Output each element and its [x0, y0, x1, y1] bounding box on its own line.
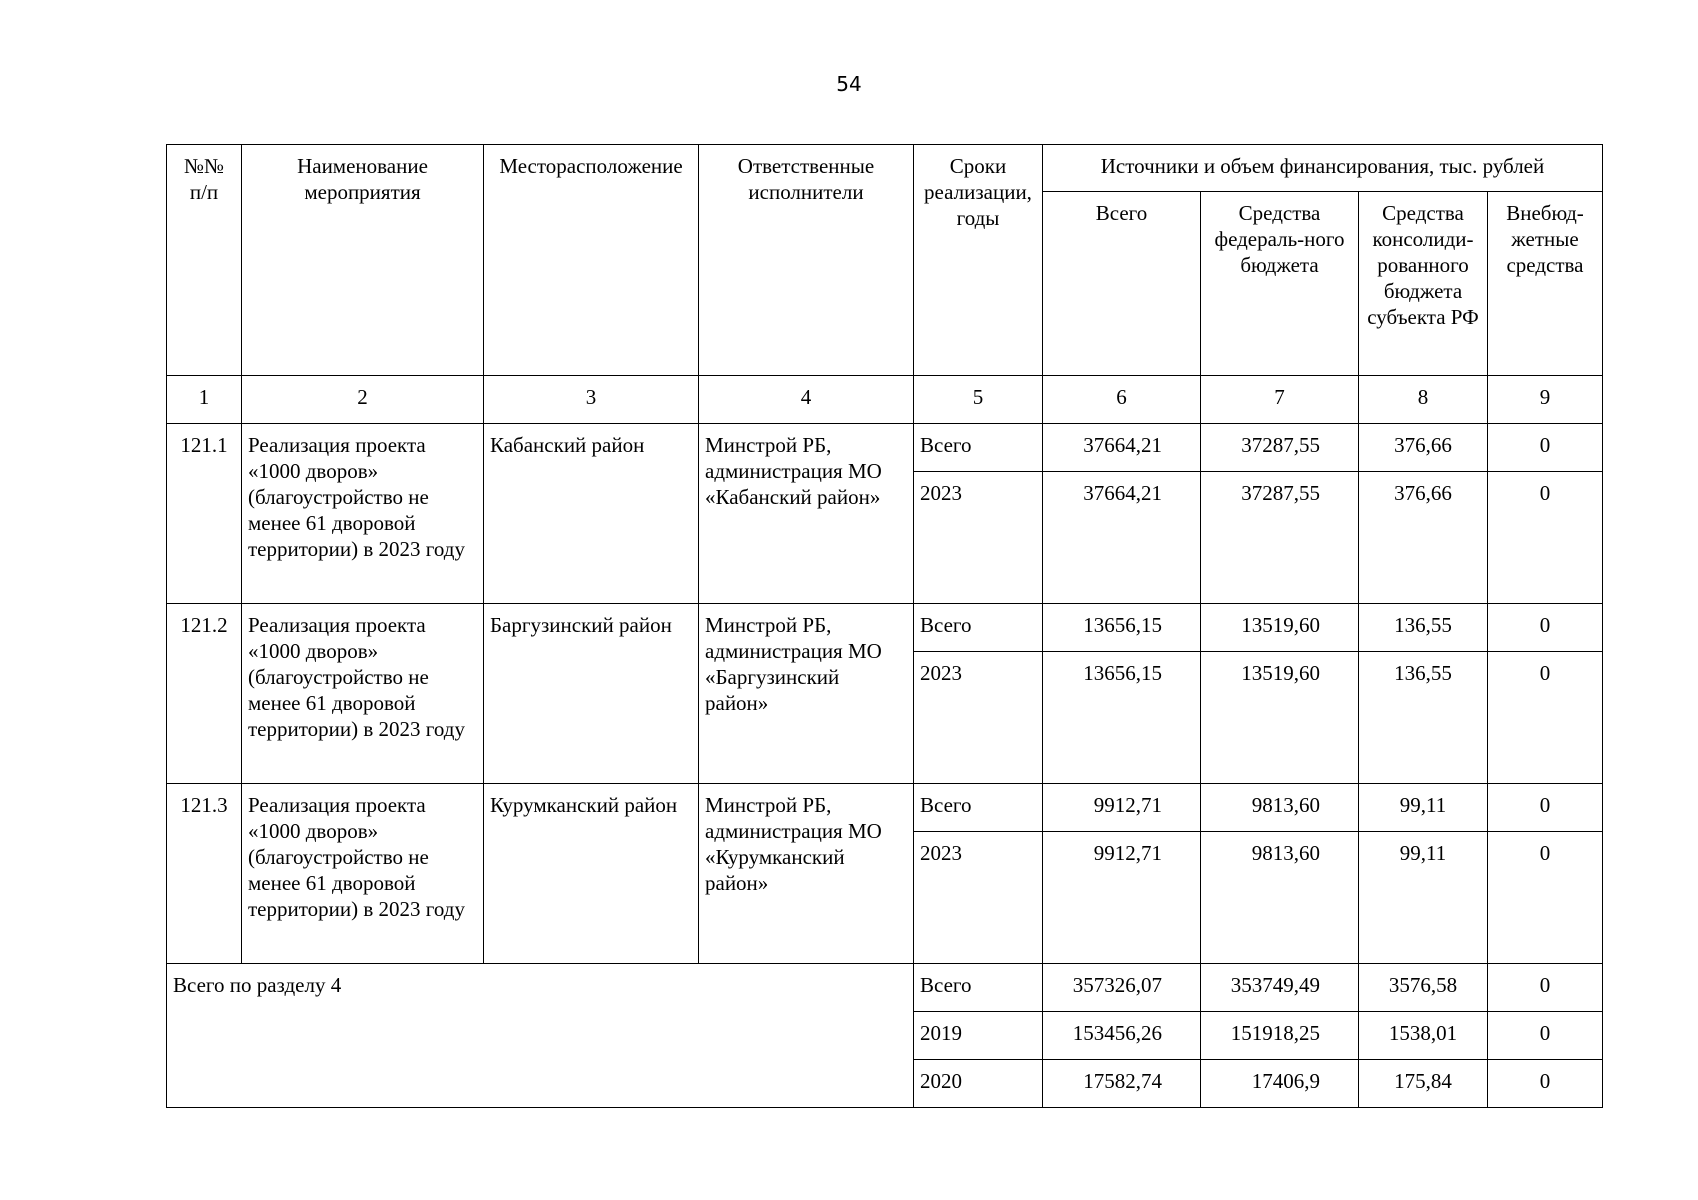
- row-regional: 99,11: [1359, 784, 1488, 832]
- row-federal: 37287,55: [1201, 424, 1359, 472]
- row-executors: Минстрой РБ, администрация МО «Баргузинский район»: [699, 604, 914, 784]
- row-federal: 37287,55: [1201, 472, 1359, 604]
- total-regional: 1538,01: [1359, 1012, 1488, 1060]
- column-number: 7: [1201, 376, 1359, 424]
- column-number: 8: [1359, 376, 1488, 424]
- row-total: 9912,71: [1043, 832, 1201, 964]
- row-total: 37664,21: [1043, 424, 1201, 472]
- total-regional: 175,84: [1359, 1060, 1488, 1108]
- total-term: 2020: [914, 1060, 1043, 1108]
- column-number: 4: [699, 376, 914, 424]
- header-regional: Средства консолиди-рованного бюджета субъекта РФ: [1359, 192, 1488, 376]
- header-terms: Сроки реализации, годы: [914, 145, 1043, 376]
- row-total: 9912,71: [1043, 784, 1201, 832]
- row-regional: 136,55: [1359, 652, 1488, 784]
- row-term: Всего: [914, 604, 1043, 652]
- total-extra: 0: [1488, 964, 1603, 1012]
- row-term: Всего: [914, 784, 1043, 832]
- total-extra: 0: [1488, 1060, 1603, 1108]
- row-location: Баргузинский район: [484, 604, 699, 784]
- row-executors: Минстрой РБ, администрация МО «Кабанский район»: [699, 424, 914, 604]
- row-location: Курумканский район: [484, 784, 699, 964]
- row-extra: 0: [1488, 784, 1603, 832]
- total-federal: 17406,9: [1201, 1060, 1359, 1108]
- row-name: Реализация проекта «1000 дворов» (благоустройство не менее 61 дворовой территории) в 2023 году: [242, 604, 484, 784]
- table-row: [167, 784, 1603, 832]
- row-federal: 13519,60: [1201, 652, 1359, 784]
- row-total: 13656,15: [1043, 652, 1201, 784]
- row-location: Кабанский район: [484, 424, 699, 604]
- total-regional: 3576,58: [1359, 964, 1488, 1012]
- header-total: Всего: [1043, 192, 1201, 376]
- row-num: 121.3: [167, 784, 242, 964]
- row-term: 2023: [914, 832, 1043, 964]
- row-extra: 0: [1488, 424, 1603, 472]
- total-federal: 353749,49: [1201, 964, 1359, 1012]
- page-number: 54: [836, 72, 862, 96]
- column-number: 2: [242, 376, 484, 424]
- row-federal: 9813,60: [1201, 784, 1359, 832]
- row-executors: Минстрой РБ, администрация МО «Курумканский район»: [699, 784, 914, 964]
- header-extra: Внебюд-жетные средства: [1488, 192, 1603, 376]
- section-total-row: [167, 964, 1603, 1012]
- row-term: 2023: [914, 472, 1043, 604]
- row-name: Реализация проекта «1000 дворов» (благоустройство не менее 61 дворовой территории) в 2023 году: [242, 784, 484, 964]
- header-funding: Источники и объем финансирования, тыс. рублей: [1043, 145, 1603, 192]
- header-federal: Средства федераль-ного бюджета: [1201, 192, 1359, 376]
- row-total: 37664,21: [1043, 472, 1201, 604]
- table-row: [167, 424, 1603, 472]
- row-regional: 99,11: [1359, 832, 1488, 964]
- row-regional: 376,66: [1359, 424, 1488, 472]
- row-extra: 0: [1488, 652, 1603, 784]
- row-regional: 136,55: [1359, 604, 1488, 652]
- row-extra: 0: [1488, 832, 1603, 964]
- table-row: [167, 604, 1603, 652]
- row-num: 121.2: [167, 604, 242, 784]
- header-executors: Ответственные исполнители: [699, 145, 914, 376]
- header-name: Наименование мероприятия: [242, 145, 484, 376]
- column-number: 5: [914, 376, 1043, 424]
- total-total: 153456,26: [1043, 1012, 1201, 1060]
- row-name: Реализация проекта «1000 дворов» (благоустройство не менее 61 дворовой территории) в 2023 году: [242, 424, 484, 604]
- row-extra: 0: [1488, 472, 1603, 604]
- total-extra: 0: [1488, 1012, 1603, 1060]
- column-number: 6: [1043, 376, 1201, 424]
- column-number: 9: [1488, 376, 1603, 424]
- row-extra: 0: [1488, 604, 1603, 652]
- row-regional: 376,66: [1359, 472, 1488, 604]
- row-federal: 9813,60: [1201, 832, 1359, 964]
- row-total: 13656,15: [1043, 604, 1201, 652]
- total-term: Всего: [914, 964, 1043, 1012]
- row-term: 2023: [914, 652, 1043, 784]
- header-row: [167, 145, 1603, 192]
- row-federal: 13519,60: [1201, 604, 1359, 652]
- total-total: 17582,74: [1043, 1060, 1201, 1108]
- funding-table: [166, 144, 1603, 1108]
- column-number: 1: [167, 376, 242, 424]
- total-total: 357326,07: [1043, 964, 1201, 1012]
- column-number-row: [167, 376, 1603, 424]
- header-location: Месторасположение: [484, 145, 699, 376]
- column-number: 3: [484, 376, 699, 424]
- row-term: Всего: [914, 424, 1043, 472]
- row-num: 121.1: [167, 424, 242, 604]
- total-federal: 151918,25: [1201, 1012, 1359, 1060]
- header-num: №№ п/п: [167, 145, 242, 376]
- total-term: 2019: [914, 1012, 1043, 1060]
- section-total-label: Всего по разделу 4: [167, 964, 914, 1108]
